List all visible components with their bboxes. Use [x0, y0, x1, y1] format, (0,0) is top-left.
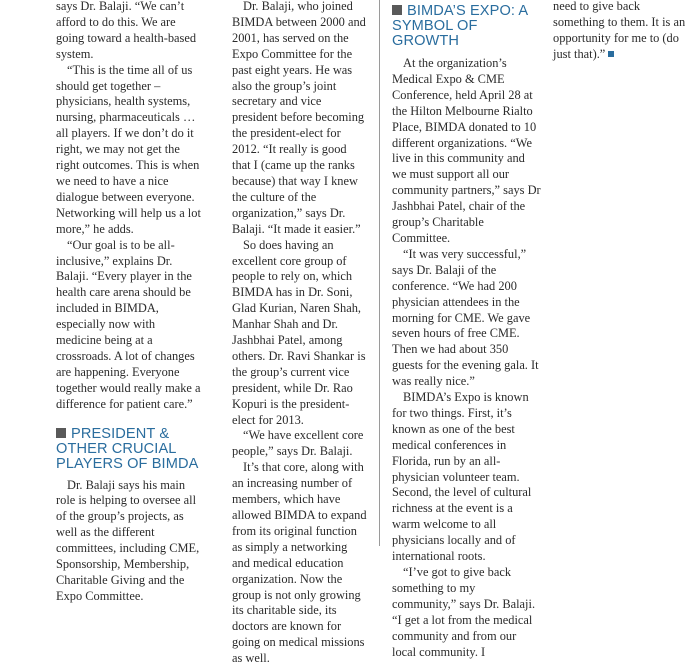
- paragraph: “This is the time all of us should get together – physicians, health systems, nursing, pharmaceuticals … all players. If we don’t do it right, we may not get the right outcomes. This is when we need to have a nice dialogue between everyone. Networking will help us a lot more,” he adds.: [56, 62, 201, 236]
- end-mark-icon: [608, 51, 614, 57]
- paragraph-text: need to give back something to them. It is an opportunity for me to (do just that).”: [553, 0, 686, 61]
- article-column-3: [392, 4, 542, 660]
- section-heading-text: PRESIDENT & OTHER CRUCIAL PLAYERS OF BIMDA: [56, 425, 199, 472]
- section-heading-president: [56, 427, 203, 472]
- paragraph: says Dr. Balaji. “We can’t afford to do this. We are going toward a health-based system.: [56, 0, 197, 61]
- paragraph: So does having an excellent core group of people to rely on, which BIMDA has in Dr. Soni, Glad Kurian, Naren Shah, Manhar Shah and Dr. Jashbhai Patel, among others. Dr. Ravi Shankar is the group’s current vice president, while Dr. Rao Kopuri is the president-elect for 2013.: [232, 237, 366, 427]
- column-divider: [379, 0, 380, 546]
- paragraph: At the organization’s Medical Expo & CME Conference, held April 28 at the Hilton Melbourne Rialto Place, BIMDA donated to 10 different organizations. “We live in this community and we must support all our community partners,” says Dr Jashbhai Patel, chair of the group’s Charitable Committee.: [392, 56, 541, 245]
- square-bullet-icon: [392, 5, 402, 15]
- paragraph: “It was very successful,” says Dr. Balaji of the conference. “We had 200 physician attendees in the morning for CME. We gave seven hours of free CME. Then we had about 350 guests for the evening gala. It was really nice.”: [392, 246, 539, 389]
- paragraph: Dr. Balaji says his main role is helping to oversee all of the group’s projects, as well as the different committees, including CME, Sponsorship, Membership, Charitable Giving and the Expo Committee.: [56, 477, 200, 603]
- section-heading-expo: [392, 4, 542, 49]
- section-heading-text: BIMDA’S EXPO: A SYMBOL OF GROWTH: [392, 3, 528, 49]
- article-column-2: [232, 0, 368, 667]
- paragraph: “We have excellent core people,” says Dr. Balaji.: [232, 428, 364, 459]
- article-column-4: [553, 0, 693, 63]
- square-bullet-icon: [56, 428, 66, 438]
- paragraph: Dr. Balaji, who joined BIMDA between 2000 and 2001, has served on the Expo Committee for the past eight years. He was also the group’s joint secretary and vice president before becoming the president-elect for 2012. “It really is good that I (came up the ranks because) that way I knew the culture of the organization,” says Dr. Balaji. “It made it easier.”: [232, 0, 366, 236]
- paragraph: It’s that core, along with an increasing number of members, which have allowed BIMDA to expand from its original function as simply a networking and medical education organization. Now the group is not only growing its charitable side, its doctors are known for going on medical missions as well.: [232, 460, 367, 666]
- paragraph: “Our goal is to be all-inclusive,” explains Dr. Balaji. “Every player in the health care arena should be included in BIMDA, especially now with medicine being at a crossroads. A lot of changes are happening. Everyone together would really make a difference for patient care.”: [56, 237, 201, 411]
- paragraph: [553, 0, 693, 63]
- paragraph: BIMDA’s Expo is known for two things. First, it’s known as one of the best medical conferences in Florida, run by an all-physician volunteer team. Second, the level of cultural richness at the event is a warm welcome to all physicians locally and of international roots.: [392, 390, 532, 564]
- article-column-1: [56, 0, 203, 605]
- paragraph: “I’ve got to give back something to my community,” says Dr. Balaji. “I get a lot from the medical community and from our local community. I: [392, 565, 536, 659]
